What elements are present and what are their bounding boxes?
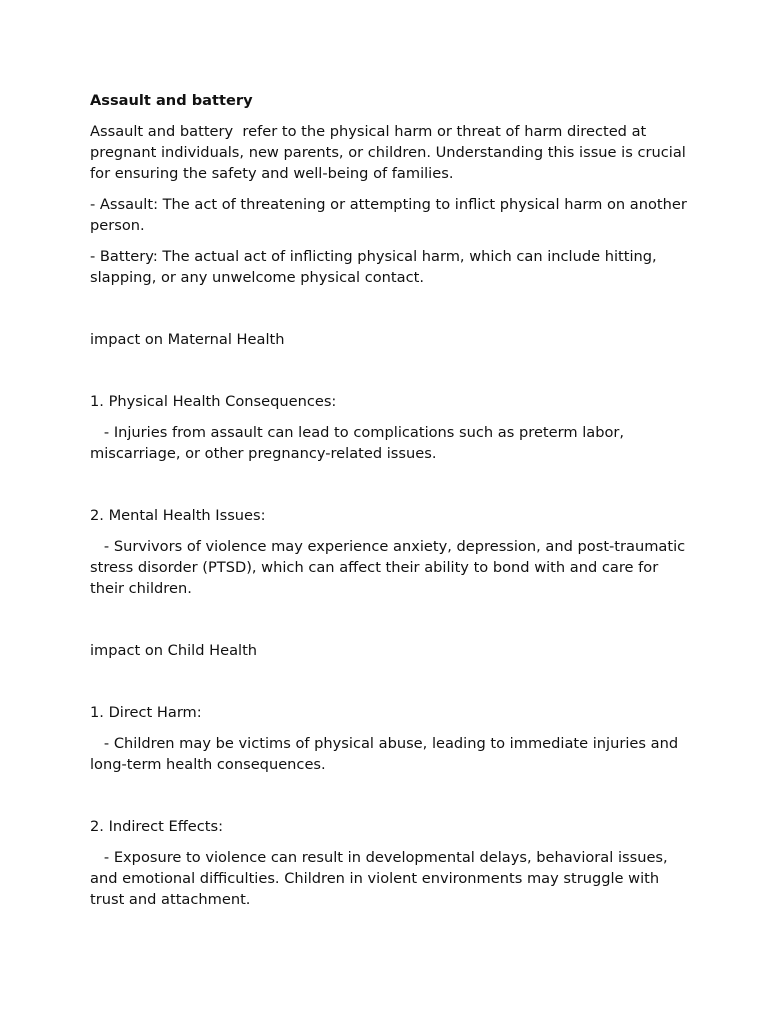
document-title: Assault and battery — [90, 92, 253, 109]
maternal-item1-title: 1. Physical Health Consequences: — [90, 393, 337, 410]
battery-definition: - Battery: The actual act of inflicting physical harm, which can include hitting, slapping, or any unwelcome physical contact. — [90, 248, 662, 286]
child-item1-text: - Children may be victims of physical abuse, leading to immediate injuries and long-term health consequences. — [90, 735, 683, 773]
maternal-heading: impact on Maternal Health — [90, 331, 285, 348]
document-page — [90, 90, 690, 920]
intro-paragraph: Assault and battery refer to the physical harm or threat of harm directed at pregnant individuals, new parents, or children. Understanding this issue is crucial for ensuring the safety and well-being of families. — [90, 123, 691, 182]
maternal-item2-title: 2. Mental Health Issues: — [90, 507, 266, 524]
child-item2-text: - Exposure to violence can result in developmental delays, behavioral issues, and emotional difficulties. Children in violent environments may struggle with trust and attachment. — [90, 849, 673, 908]
maternal-item2-text: - Survivors of violence may experience anxiety, depression, and post-traumatic stress disorder (PTSD), which can affect their ability to bond with and care for their children. — [90, 538, 690, 597]
maternal-item1-text: - Injuries from assault can lead to complications such as preterm labor, miscarriage, or other pregnancy-related issues. — [90, 424, 629, 462]
child-heading: impact on Child Health — [90, 642, 258, 659]
blank-line — [90, 474, 690, 495]
child-item2-title: 2. Indirect Effects: — [90, 818, 223, 835]
blank-line — [90, 609, 690, 630]
assault-definition: - Assault: The act of threatening or attempting to inflict physical harm on another person. — [90, 196, 692, 234]
blank-line — [90, 360, 690, 381]
child-item1-title: 1. Direct Harm: — [90, 704, 202, 721]
blank-line — [90, 785, 690, 806]
blank-line — [90, 298, 690, 319]
blank-line — [90, 671, 690, 692]
